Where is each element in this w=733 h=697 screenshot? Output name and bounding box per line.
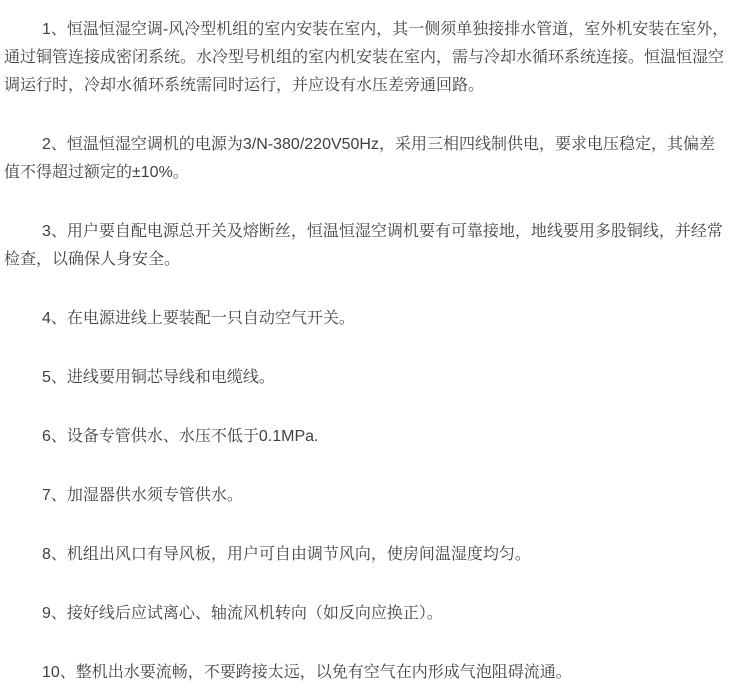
- numbered-paragraph-3: 3、用户要自配电源总开关及熔断丝，恒温恒湿空调机要有可靠接地，地线要用多股铜线，并经常检查，以确保人身安全。: [4, 223, 723, 268]
- numbered-paragraph-1: 1、恒温恒湿空调-风冷型机组的室内安装在室内，其一侧须单独接排水管道，室外机安装在室外，通过铜管连接成密闭系统。水冷型号机组的室内机安装在室内，需与冷却水循环系统连接。恒温恒湿空调运行时，冷却水循环系统需同时运行，并应设有水压差旁通回路。: [4, 21, 729, 94]
- numbered-paragraph-4: 4、在电源进线上要装配一只自动空气开关。: [42, 310, 355, 327]
- numbered-paragraph-7: 7、加湿器供水须专管供水。: [42, 487, 243, 504]
- numbered-paragraph-8: 8、机组出风口有导风板，用户可自由调节风向，使房间温湿度均匀。: [42, 546, 531, 563]
- numbered-paragraph-9: 9、接好线后应试离心、轴流风机转向（如反向应换正）。: [42, 605, 443, 622]
- numbered-paragraph-6: 6、设备专管供水、水压不低于0.1MPa.: [42, 428, 319, 445]
- numbered-paragraph-5: 5、进线要用铜芯导线和电缆线。: [42, 369, 275, 386]
- numbered-paragraph-10: 10、整机出水要流畅，不要跨接太远，以免有空气在内形成气泡阻碍流通。: [42, 664, 572, 681]
- numbered-paragraph-2: 2、恒温恒湿空调机的电源为3/N-380/220V50Hz，采用三相四线制供电，要求电压稳定，其偏差值不得超过额定的±10%。: [4, 136, 715, 181]
